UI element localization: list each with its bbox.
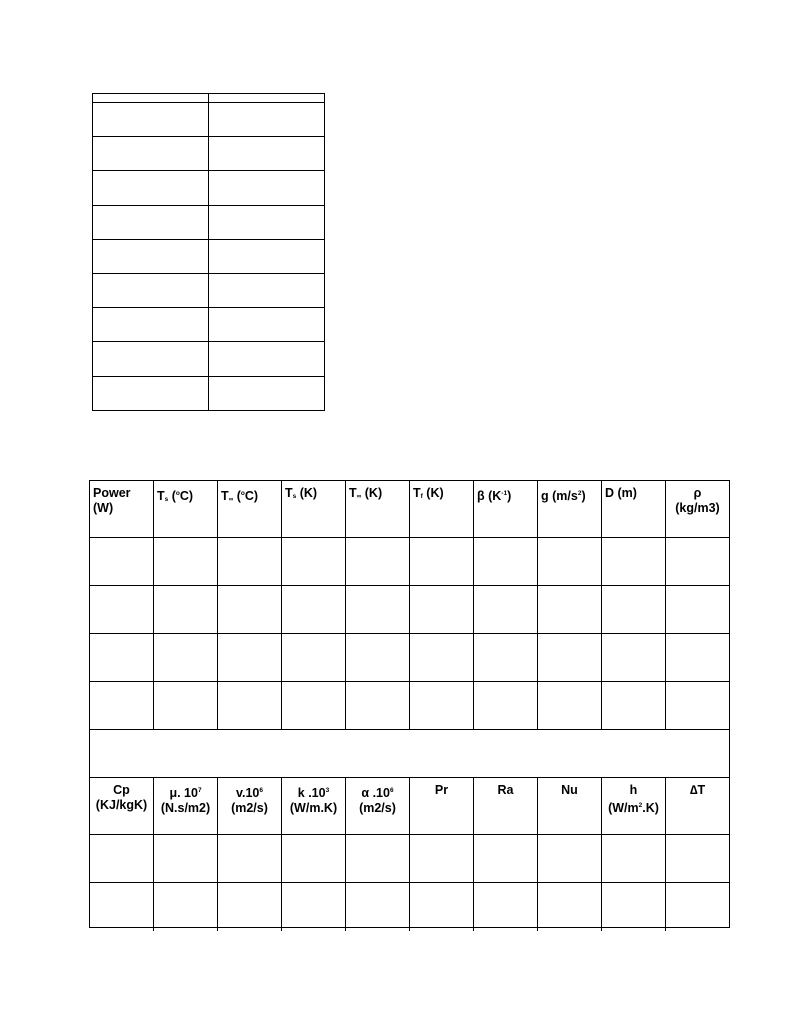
header-ts-k (282, 481, 346, 537)
header-alpha (346, 778, 410, 834)
header-label-line (154, 783, 217, 801)
table-cell (346, 682, 410, 729)
table-cell (93, 206, 209, 239)
header-unit: (W) (93, 501, 114, 515)
header-label: β (K (477, 489, 502, 503)
subscript: s (164, 496, 169, 503)
table-cell (282, 682, 346, 729)
header-label: T (157, 489, 165, 503)
header-label-line (282, 783, 345, 801)
table-cell (474, 835, 538, 882)
table-cell (93, 171, 209, 204)
table-cell (209, 342, 324, 375)
table-cell (90, 883, 154, 931)
header-unit: (m2/s) (359, 801, 396, 815)
table-cell (209, 274, 324, 307)
header-label: T (221, 489, 229, 503)
table-cell (218, 682, 282, 729)
table-cell (90, 730, 729, 777)
header-tinf-k (346, 481, 410, 537)
table-header-row (90, 778, 729, 835)
table-cell (410, 586, 474, 633)
table-cell (666, 682, 729, 729)
header-label: (K) (296, 486, 318, 500)
header-label: α .10 (361, 786, 390, 800)
subscript: s (292, 493, 297, 500)
table-cell (209, 308, 324, 341)
header-gravity (538, 481, 602, 537)
header-cp (90, 778, 154, 834)
superscript: 6 (389, 787, 394, 794)
table-cell (154, 538, 218, 585)
table-cell (538, 682, 602, 729)
table-cell (474, 586, 538, 633)
superscript: -1 (501, 490, 508, 497)
table-cell (282, 883, 346, 931)
table-cell (410, 634, 474, 681)
header-density (666, 481, 729, 537)
table-cell (474, 682, 538, 729)
table-cell (346, 835, 410, 882)
table-cell (538, 538, 602, 585)
table-cell (90, 586, 154, 633)
table-row (90, 634, 729, 682)
header-label: ( (168, 489, 176, 503)
subscript: f (420, 493, 423, 500)
header-label: Pr (434, 783, 449, 797)
table-row (93, 171, 324, 205)
header-label: T (285, 486, 293, 500)
header-label: ) (507, 489, 512, 503)
table-cell (90, 634, 154, 681)
table-cell (410, 538, 474, 585)
table-cell (218, 538, 282, 585)
superscript: o (175, 490, 180, 497)
table-cell (474, 538, 538, 585)
header-label: (K) (361, 486, 383, 500)
header-nusselt (538, 778, 602, 834)
table-cell (538, 883, 602, 931)
table-row (93, 240, 324, 274)
table-cell (474, 883, 538, 931)
superscript: 7 (197, 787, 202, 794)
table-cell (346, 538, 410, 585)
table-cell (538, 835, 602, 882)
table-cell (410, 883, 474, 931)
superscript: 3 (325, 787, 330, 794)
table-cell (346, 883, 410, 931)
header-mu (154, 778, 218, 834)
header-label-line (218, 783, 281, 801)
table-cell (90, 682, 154, 729)
table-row (93, 137, 324, 171)
table-row (93, 342, 324, 376)
header-label-line (346, 783, 409, 801)
table-cell (666, 883, 729, 931)
table-cell (282, 586, 346, 633)
table-cell (209, 137, 324, 170)
superscript: 2 (577, 490, 582, 497)
header-unit: (m2/s) (231, 801, 268, 815)
table-cell (602, 538, 666, 585)
table-cell (93, 94, 209, 102)
table-cell (666, 538, 729, 585)
header-unit: (KJ/kgK) (95, 798, 148, 812)
table-cell (154, 682, 218, 729)
subscript: ∞ (228, 496, 234, 503)
table-row (90, 682, 729, 730)
table-cell (154, 883, 218, 931)
header-power (90, 481, 154, 537)
table-cell (209, 240, 324, 273)
table-cell (93, 103, 209, 136)
table-cell (209, 94, 324, 102)
header-unit: (N.s/m2) (160, 801, 211, 815)
table-cell (209, 206, 324, 239)
header-label: Ra (497, 783, 514, 797)
table-cell (666, 586, 729, 633)
table-cell (538, 634, 602, 681)
table-cell (93, 377, 209, 411)
small-table-header-row (93, 94, 324, 103)
table-cell (93, 308, 209, 341)
header-label: v.10 (235, 786, 260, 800)
header-label: μ. 10 (169, 786, 198, 800)
table-cell (346, 634, 410, 681)
header-delta-t (666, 778, 729, 834)
header-label: D (m) (605, 486, 637, 500)
header-unit: (W/m (608, 801, 639, 815)
table-cell (602, 682, 666, 729)
header-ra (474, 778, 538, 834)
table-row (93, 206, 324, 240)
header-unit-line (602, 798, 665, 816)
table-cell (209, 171, 324, 204)
table-cell (218, 586, 282, 633)
header-label: C) (179, 489, 194, 503)
table-row (93, 377, 324, 411)
header-pr (410, 778, 474, 834)
superscript: 2 (638, 802, 643, 809)
table-cell (218, 634, 282, 681)
header-ts-c (154, 481, 218, 537)
table-cell (602, 835, 666, 882)
header-label: ρ (693, 486, 702, 500)
table-row (90, 538, 729, 586)
table-cell (282, 634, 346, 681)
header-tf-k (410, 481, 474, 537)
header-tinf-c (218, 481, 282, 537)
header-unit: (kg/m3) (675, 501, 720, 515)
table-row (90, 835, 729, 883)
table-cell (282, 835, 346, 882)
header-label: T (349, 486, 357, 500)
header-label: C) (244, 489, 259, 503)
table-cell (410, 682, 474, 729)
header-nu (218, 778, 282, 834)
table-cell (538, 586, 602, 633)
table-row (93, 308, 324, 342)
table-cell (90, 538, 154, 585)
header-unit: .K) (642, 801, 659, 815)
table-cell (209, 103, 324, 136)
table-cell (93, 274, 209, 307)
table-cell (218, 883, 282, 931)
table-cell (666, 835, 729, 882)
table-cell (154, 634, 218, 681)
table-cell (602, 586, 666, 633)
table-cell (93, 137, 209, 170)
header-k (282, 778, 346, 834)
table-cell (410, 835, 474, 882)
superscript: o (240, 490, 245, 497)
header-label: ∆T (689, 783, 706, 797)
table-header-row (90, 481, 729, 538)
table-cell (209, 377, 324, 411)
header-label: g (m/s (541, 489, 578, 503)
table-cell (218, 835, 282, 882)
table-cell (602, 634, 666, 681)
header-label: T (413, 486, 421, 500)
table-cell (474, 634, 538, 681)
table-cell (93, 342, 209, 375)
table-cell (602, 883, 666, 931)
table-cell (666, 634, 729, 681)
table-row (90, 883, 729, 931)
table-cell (93, 240, 209, 273)
table-row (90, 586, 729, 634)
table-row (93, 274, 324, 308)
table-spacer-row (90, 730, 729, 778)
header-label: ( (233, 489, 241, 503)
table-cell (90, 835, 154, 882)
table-cell (154, 586, 218, 633)
header-label: ) (581, 489, 586, 503)
header-unit: (W/m.K) (289, 801, 338, 815)
data-table (89, 480, 730, 928)
header-label: Cp (113, 783, 130, 797)
header-label: Power (93, 486, 131, 500)
header-label: k .10 (297, 786, 326, 800)
table-row (93, 103, 324, 137)
table-cell (346, 586, 410, 633)
small-table (92, 93, 325, 411)
table-cell (154, 835, 218, 882)
superscript: 6 (259, 787, 264, 794)
subscript: ∞ (356, 493, 362, 500)
table-cell (282, 538, 346, 585)
header-label: (K) (422, 486, 444, 500)
header-beta (474, 481, 538, 537)
header-label: Nu (561, 783, 578, 797)
header-h (602, 778, 666, 834)
header-diameter (602, 481, 666, 537)
header-label: h (629, 783, 638, 797)
